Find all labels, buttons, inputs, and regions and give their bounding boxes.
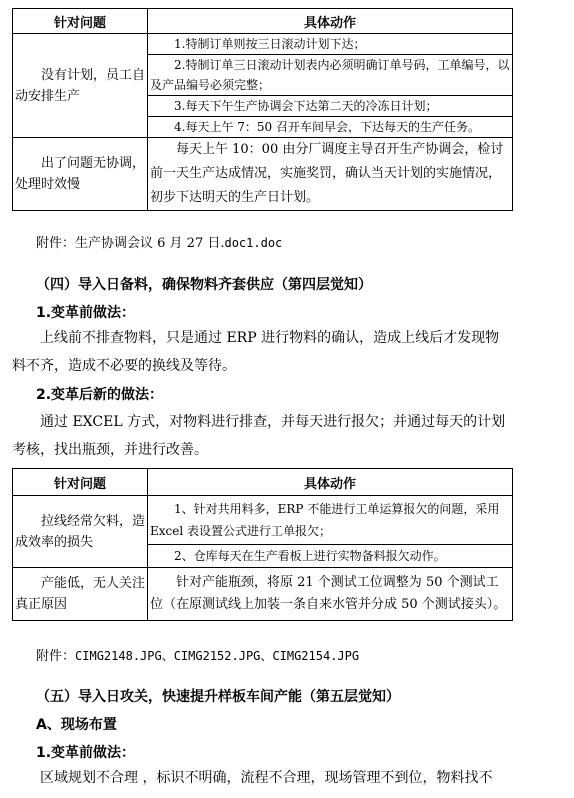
table-header-problem: 针对问题	[13, 469, 148, 496]
action-table-1	[12, 8, 513, 211]
action-cell	[148, 55, 513, 96]
action-text: 2、仓库每天在生产看板上进行实物备料报欠动作。	[174, 549, 446, 563]
action-text: 2.特制订单三日滚动计划表内必须明确订单号码，工单编号，以及产品编号必须完整；	[150, 58, 510, 92]
action-text: 3.每天下午生产协调会下达第二天的冷冻日计划；	[174, 99, 438, 113]
attachment-label: 附件：生产协调会议 6 月 27 日.	[36, 236, 225, 251]
table-header-action: 具体动作	[148, 9, 513, 34]
action-text: 4.每天上午 7：50 召开车间早会，下达每天的生产任务。	[174, 120, 480, 134]
table-row	[13, 568, 513, 621]
after-paragraph: 通过 EXCEL 方式，对物料进行排查，并每天进行报欠；并通过每天的计划考核，找出瓶颈，并进行改善。	[12, 414, 506, 458]
problem-cell	[13, 138, 148, 211]
attachment-label: 附件：	[36, 649, 76, 664]
problem-text: 产能低，无人关注真正原因	[15, 576, 146, 612]
attachment-link[interactable]: doc1.doc	[224, 236, 283, 250]
problem-cell	[13, 34, 148, 138]
section-4-title: （四）导入日备料，确保物料齐套供应（第四层觉知）	[36, 277, 372, 293]
action-cell	[148, 568, 513, 621]
before-heading: 1.变革前做法：	[36, 305, 136, 321]
action-text: 1、针对共用料多，ERP 不能进行工单运算报欠的问题，采用 Excel 表设置公式进行工单报欠；	[150, 502, 500, 538]
action-cell	[148, 496, 513, 545]
table-row	[13, 34, 513, 55]
table-header-problem: 针对问题	[13, 9, 148, 34]
attachment-line-1	[36, 232, 282, 251]
subsection-a-title: A、现场布置	[36, 717, 117, 733]
problem-cell	[13, 568, 148, 621]
table-row	[13, 138, 513, 211]
attachment-link[interactable]: CIMG2148.JPG、CIMG2152.JPG、CIMG2154.JPG	[75, 649, 360, 663]
table-header-row	[13, 9, 513, 34]
problem-text: 没有计划，员工自动安排生产	[15, 67, 146, 104]
before-paragraph: 上线前不排查物料，只是通过 ERP 进行物料的确认，造成上线后才发现物料不齐，造成不必要的换线及等待。	[12, 330, 500, 374]
action-text: 1.特制订单则按三日滚动计划下达；	[174, 37, 366, 51]
section-5-title: （五）导入日攻关，快速提升样板车间产能（第五层觉知）	[36, 689, 400, 705]
problem-text: 出了问题无协调，处理时效慢	[15, 156, 146, 192]
action-cell	[148, 117, 513, 138]
attachment-line-2	[36, 645, 359, 664]
table-header-row	[13, 469, 513, 496]
table-row	[13, 496, 513, 545]
before-paragraph: 区域规划不合理 ，标识不明确，流程不合理，现场管理不到位，物料找不	[40, 770, 493, 786]
problem-cell	[13, 496, 148, 568]
table-header-action: 具体动作	[148, 469, 513, 496]
action-cell	[148, 34, 513, 55]
after-heading: 2.变革后新的做法：	[36, 387, 164, 403]
action-cell	[148, 138, 513, 211]
action-table-2	[12, 468, 513, 621]
action-text: 针对产能瓶颈，将原 21 个测试工位调整为 50 个测试工位（在原测试线上加装一条自来水管并分成 50 个测试接头）。	[150, 575, 507, 612]
action-cell	[148, 96, 513, 117]
before-heading: 1.变革前做法：	[36, 745, 136, 761]
problem-text: 拉线经常欠料，造成效率的损失	[15, 513, 146, 550]
action-cell	[148, 545, 513, 568]
action-text: 每天上午 10：00 由分厂调度主导召开生产协调会，检讨前一天生产达成情况，实施奖罚，确认当天计划的实施情况，初步下达明天的生产日计划。	[150, 142, 504, 205]
